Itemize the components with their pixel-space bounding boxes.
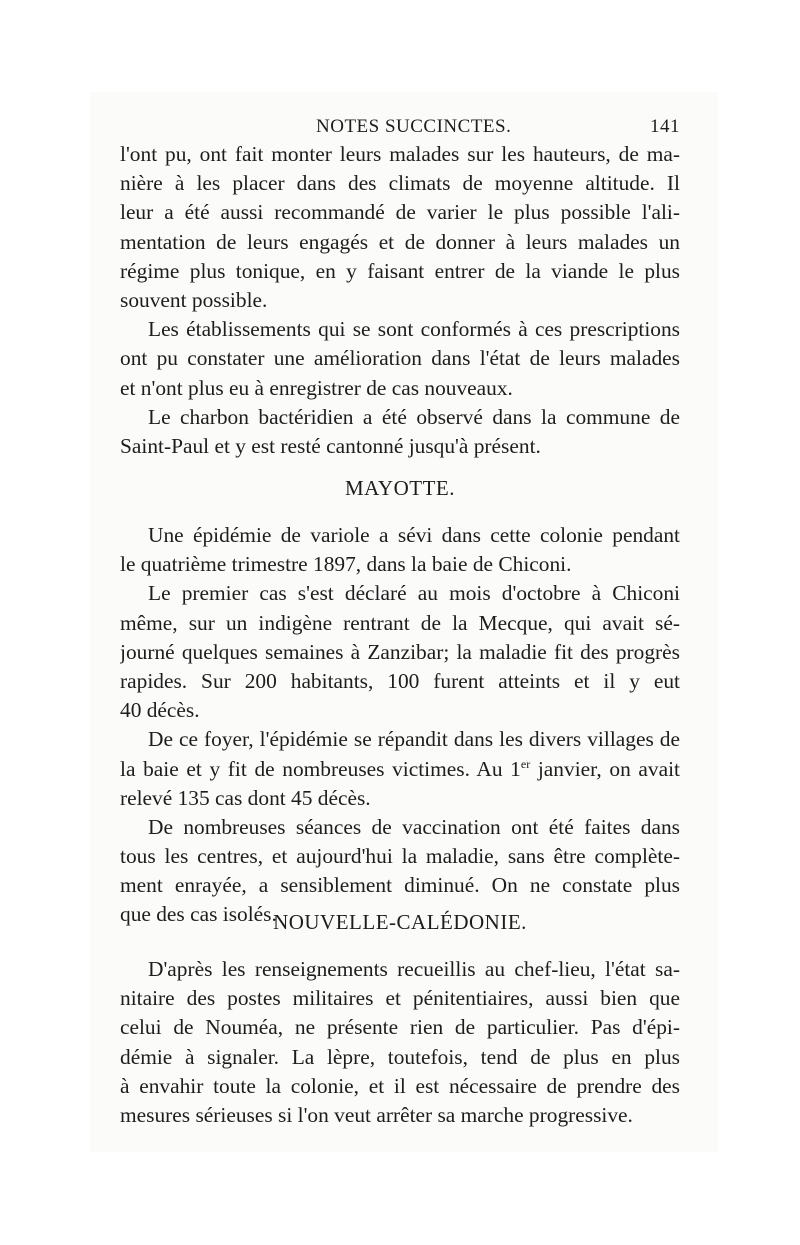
text-line: mesures sérieuses si l'on veut arrêter sa marche progressive. bbox=[120, 1102, 633, 1127]
text-line: même, sur un indigène rentrant de la Mecque, qui avait sé- bbox=[120, 610, 680, 635]
reunion-continued-text bbox=[120, 140, 680, 461]
text-line: De nombreuses séances de vaccination ont été faites dans bbox=[148, 814, 680, 839]
text-fragment: la baie et y fit de nombreuses victimes. Au 1 bbox=[120, 756, 521, 781]
text-line: à envahir toute la colonie, et il est nécessaire de prendre des bbox=[120, 1073, 680, 1098]
section-heading-nouvelle-caledonie: NOUVELLE-CALÉDONIE. bbox=[273, 910, 527, 934]
text-line: ment enrayée, a sensiblement diminué. On ne constate plus bbox=[120, 873, 680, 898]
superscript: er bbox=[520, 756, 531, 771]
text-line: Les établissements qui se sont conformés à ces prescriptions bbox=[148, 317, 680, 342]
text-line: souvent possible. bbox=[120, 287, 268, 312]
text-line: mentation de leurs engagés et de donner à leurs malades un bbox=[120, 229, 680, 254]
text-line: De ce foyer, l'épidémie se répandit dans les divers villages de bbox=[148, 727, 680, 752]
mayotte-text bbox=[120, 521, 680, 930]
text-line: D'après les renseignements recueillis au chef-lieu, l'état sa- bbox=[148, 957, 680, 981]
text-line: leur a été aussi recommandé de varier le plus possible l'ali- bbox=[120, 200, 680, 225]
text-line: tous les centres, et aujourd'hui la maladie, sans être complète- bbox=[120, 844, 680, 869]
page-number: 141 bbox=[650, 116, 680, 137]
running-title: NOTES SUCCINCTES. bbox=[316, 116, 512, 137]
text-line: journé quelques semaines à Zanzibar; la maladie fit des progrès bbox=[120, 639, 680, 664]
text-line: l'ont pu, ont fait monter leurs malades sur les hauteurs, de ma- bbox=[120, 142, 680, 166]
text-line: rapides. Sur 200 habitants, 100 furent atteints et il y eut bbox=[120, 668, 680, 693]
text-line: que des cas isolés. bbox=[120, 902, 277, 927]
text-line: le quatrième trimestre 1897, dans la baie de Chiconi. bbox=[120, 552, 572, 577]
text-line: régime plus tonique, en y faisant entrer de la viande le plus bbox=[120, 258, 680, 283]
text-line: Saint-Paul et y est resté cantonné jusqu'à présent. bbox=[120, 433, 541, 458]
text-line: Le charbon bactéridien a été observé dans la commune de bbox=[148, 404, 680, 429]
text-line: ont pu constater une amélioration dans l'état de leurs malades bbox=[120, 346, 680, 371]
text-fragment: janvier, on avait bbox=[530, 756, 680, 781]
text-line bbox=[120, 755, 680, 784]
text-line: et n'ont plus eu à enregistrer de cas nouveaux. bbox=[120, 375, 513, 400]
text-line: relevé 135 cas dont 45 décès. bbox=[120, 785, 371, 810]
text-line: démie à signaler. La lèpre, toutefois, tend de plus en plus bbox=[120, 1044, 680, 1069]
nouvelle-caledonie-text bbox=[120, 955, 680, 1130]
text-line: 40 décès. bbox=[120, 698, 200, 723]
text-line: nitaire des postes militaires et pénitentiaires, aussi bien que bbox=[120, 986, 680, 1011]
text-line: celui de Nouméa, ne présente rien de particulier. Pas d'épi- bbox=[120, 1015, 680, 1040]
section-heading-mayotte: MAYOTTE. bbox=[345, 476, 455, 500]
text-line: Une épidémie de variole a sévi dans cette colonie pendant bbox=[148, 523, 680, 547]
text-line: nière à les placer dans des climats de moyenne altitude. Il bbox=[120, 171, 680, 196]
text-line: Le premier cas s'est déclaré au mois d'octobre à Chiconi bbox=[148, 581, 680, 606]
running-head bbox=[120, 116, 680, 140]
